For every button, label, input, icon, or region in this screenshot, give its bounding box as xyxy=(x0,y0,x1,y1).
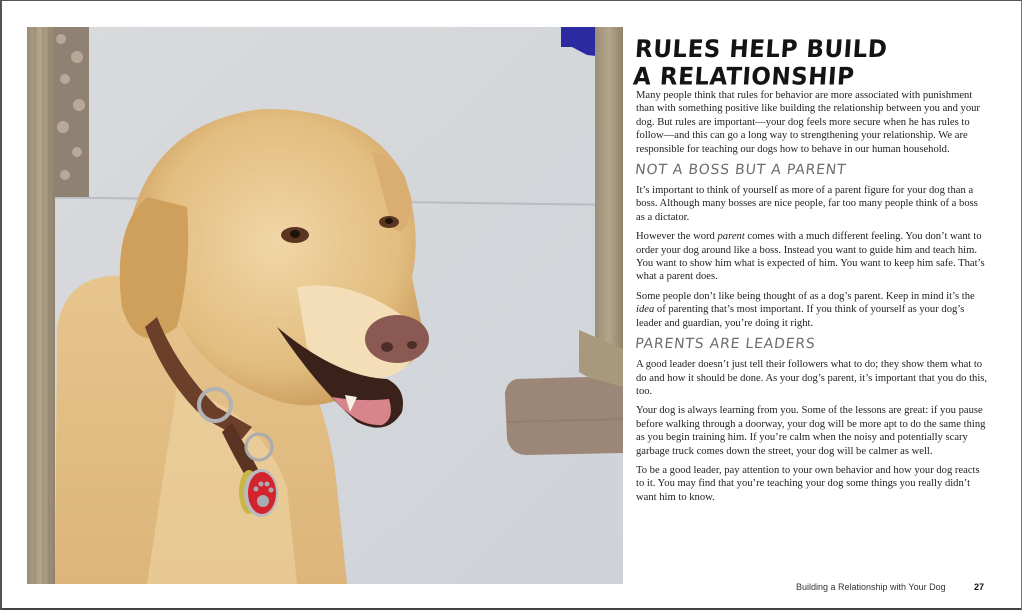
paragraph: Your dog is always learning from you. Some of the lessons are great: if you pause before walking through a doorway, your dog will be more apt to do the same thing as you begin training him. If you’re calm when the noisy and potentially scary garbage truck comes down the street, your dog will be calmer as well. xyxy=(636,405,986,457)
paragraph xyxy=(636,230,988,284)
intro-paragraph: Many people think that rules for behavior are more associated with punishment than with something positive like building the relationship between you and your dog. But rules are important—your dog feels more secure when he has rules to follow—and this can go a long way to strengthening your relationship. We are responsible for teaching our dogs how to behave in our human household. xyxy=(636,90,980,155)
article xyxy=(632,36,988,510)
running-chapter-title: Building a Relationship with Your Dog xyxy=(796,582,946,592)
section-heading-boss-parent: NOT A BOSS BUT A PARENT xyxy=(634,162,848,179)
paragraph: A good leader doesn’t just tell their followers what to do; they show them what to do and how it should be done. As your dog’s parent, it’s important that you do this, too. xyxy=(636,359,988,397)
text-run: of parenting that’s most important. If you think of yourself as your dog’s leader and guardian, you’re doing it right. xyxy=(636,304,965,329)
page-number: 27 xyxy=(974,582,985,592)
emphasis-text: idea xyxy=(636,304,655,316)
page-footer xyxy=(796,582,985,592)
dog-photo xyxy=(27,27,623,584)
paragraph: It’s important to think of yourself as more of a parent figure for your dog than a boss. Although many bosses are nice people, far too many people think of a boss as a dictator. xyxy=(636,185,978,223)
title-line-2: A RELATIONSHIP xyxy=(632,63,856,91)
text-run: However the word xyxy=(636,231,718,243)
paragraph xyxy=(636,290,988,330)
text-run: comes with a much different feeling. You don’t want to order your dog around like a boss. Instead you want to guide him and teach him. You want to show him what is expected of him. You want to keep him safe. That’s what a parent does. xyxy=(636,231,985,283)
text-run: Some people don’t like being thought of as a dog’s parent. Keep in mind it’s the xyxy=(636,290,975,302)
article-title xyxy=(632,36,988,91)
title-line-1: RULES HELP BUILD xyxy=(634,36,889,64)
dog-photo-illustration xyxy=(27,27,623,584)
emphasis-text: parent xyxy=(717,231,745,243)
paragraph: To be a good leader, pay attention to your own behavior and how your dog reacts to it. You may find that you’re teaching your dog some things you really didn’t want him to know. xyxy=(636,464,980,503)
section-heading-leaders: PARENTS ARE LEADERS xyxy=(634,336,817,353)
